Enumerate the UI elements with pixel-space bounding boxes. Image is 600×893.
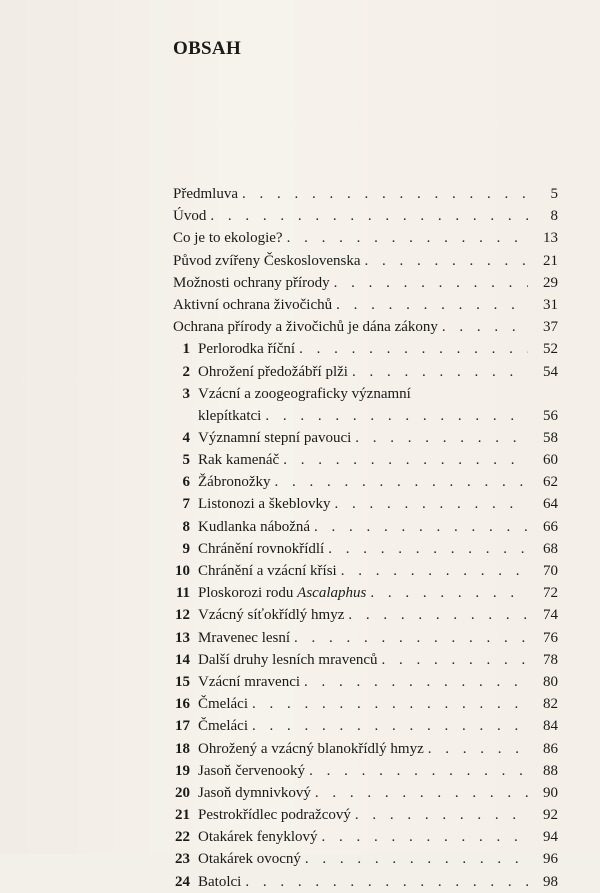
chapter-title — [190, 427, 351, 449]
dot-leader — [341, 560, 528, 582]
toc-entry — [173, 227, 558, 249]
chapter-title-text: Otakárek ovocný — [198, 851, 301, 868]
toc-chapter — [173, 604, 558, 626]
chapter-page: 94 — [543, 829, 558, 846]
chapter-page: 80 — [543, 673, 558, 690]
toc-chapter — [173, 582, 558, 604]
chapter-title — [190, 538, 324, 560]
chapter-title — [190, 560, 337, 582]
chapter-number: 16 — [175, 696, 190, 713]
chapter-title — [190, 848, 301, 870]
chapter-number: 3 — [182, 385, 190, 402]
dot-leader — [305, 848, 528, 870]
chapter-number: 12 — [175, 607, 190, 624]
chapter-title-text: Vzácní mravenci — [198, 673, 301, 690]
dot-leader — [252, 693, 528, 715]
table-of-contents — [173, 183, 558, 893]
toc-entry-title: Původ zvířeny Československa — [173, 252, 361, 269]
dot-leader — [314, 516, 528, 538]
chapter-number: 14 — [175, 651, 190, 668]
chapter-page: 64 — [543, 496, 558, 513]
toc-entry — [173, 272, 558, 294]
toc-entry-page: 8 — [550, 208, 558, 225]
dot-leader — [322, 826, 528, 848]
dot-leader — [428, 738, 528, 760]
chapter-number: 8 — [182, 518, 190, 535]
chapter-page: 70 — [543, 563, 558, 579]
toc-entry-title: Předmluva — [173, 186, 238, 202]
toc-entry-page: 31 — [543, 296, 558, 313]
chapter-title-text: Ohrožení předožábří plži — [198, 363, 348, 380]
chapter-number: 13 — [175, 629, 190, 646]
toc-entry — [173, 183, 558, 205]
chapter-number: 2 — [182, 363, 190, 380]
chapter-title-text: Jasoň dymnivkový — [198, 784, 311, 801]
chapter-page: 96 — [543, 851, 558, 868]
chapter-title-text: Otakárek fenyklový — [198, 829, 318, 846]
chapter-title — [190, 361, 348, 383]
toc-entry — [173, 316, 558, 338]
dot-leader — [382, 649, 528, 671]
dot-leader — [328, 538, 528, 560]
dot-leader — [334, 493, 528, 515]
chapter-number: 7 — [182, 496, 190, 513]
dot-leader — [370, 582, 528, 604]
toc-chapter — [173, 449, 558, 471]
toc-chapter — [173, 715, 558, 737]
chapter-title-text: Kudlanka nábožná — [198, 518, 311, 535]
toc-entry — [173, 294, 558, 316]
chapter-title — [190, 826, 318, 848]
toc-chapter — [173, 826, 558, 848]
dot-leader — [336, 294, 528, 316]
toc-chapter — [173, 383, 558, 405]
chapter-title — [190, 871, 241, 893]
chapter-title-text: Čmeláci — [198, 696, 248, 713]
chapter-title — [190, 693, 248, 715]
chapter-page: 60 — [543, 452, 558, 469]
chapter-title — [190, 649, 378, 671]
chapter-page: 84 — [543, 718, 558, 735]
chapter-page: 76 — [543, 629, 558, 646]
chapter-number: 9 — [182, 540, 190, 557]
toc-chapter — [173, 782, 558, 804]
toc-entry — [173, 250, 558, 272]
dot-leader — [287, 227, 528, 249]
dot-leader — [442, 316, 528, 338]
dot-leader — [304, 671, 528, 693]
toc-chapter — [173, 627, 558, 649]
chapter-number: 1 — [182, 341, 190, 358]
chapter-page: 90 — [543, 784, 558, 801]
toc-chapter — [173, 649, 558, 671]
chapter-number: 19 — [175, 762, 190, 779]
toc-chapter — [173, 361, 558, 383]
toc-chapter — [173, 493, 558, 515]
chapter-page: 68 — [543, 540, 558, 557]
toc-chapter — [173, 671, 558, 693]
chapter-page: 58 — [543, 429, 558, 446]
chapter-page: 92 — [543, 807, 558, 824]
dot-leader — [355, 427, 528, 449]
toc-entry-title: Co je to ekologie? — [173, 230, 283, 247]
chapter-title: Vzácní a zoogeograficky významní — [198, 385, 411, 402]
chapter-title-text: Vzácný síťokřídlý hmyz — [198, 607, 345, 624]
chapter-title-text: Batolci — [198, 873, 242, 890]
page-title: OBSAH — [173, 38, 242, 59]
chapter-number: 20 — [175, 784, 190, 801]
toc-chapter — [173, 738, 558, 760]
toc-chapter — [173, 538, 558, 560]
dot-leader — [309, 760, 528, 782]
toc-chapter — [173, 471, 558, 493]
chapter-title — [190, 738, 424, 760]
toc-entry-page: 21 — [543, 252, 558, 269]
toc-chapter — [173, 760, 558, 782]
chapter-page: 56 — [543, 407, 558, 424]
chapter-title — [190, 782, 311, 804]
chapter-page: 74 — [543, 607, 558, 624]
dot-leader — [352, 361, 528, 383]
chapter-number: 6 — [182, 474, 190, 491]
chapter-title — [190, 449, 279, 471]
chapter-page: 78 — [543, 651, 558, 668]
chapter-title-text: Jasoň červenooký — [198, 762, 306, 779]
chapter-page: 88 — [543, 762, 558, 779]
chapter-number: 17 — [175, 718, 190, 735]
chapter-number: 4 — [182, 429, 190, 446]
dot-leader — [242, 183, 528, 205]
chapter-page: 72 — [543, 585, 558, 602]
chapter-page: 54 — [543, 363, 558, 380]
chapter-title — [190, 715, 248, 737]
toc-chapter — [173, 516, 558, 538]
chapter-page: 52 — [543, 341, 558, 358]
toc-chapter — [173, 560, 558, 582]
chapter-number: 22 — [175, 829, 190, 846]
chapter-title-continued: klepítkatci — [198, 407, 262, 424]
chapter-number: 5 — [182, 452, 190, 469]
chapter-title-text: Perlorodka říční — [198, 341, 296, 358]
toc-entry-page: 37 — [543, 319, 558, 336]
toc-entry — [173, 205, 558, 227]
chapter-title-text: Ploskorozi rodu — [198, 585, 294, 602]
chapter-title-text: Ohrožený a vzácný blanokřídlý hmyz — [198, 740, 424, 757]
toc-chapter — [173, 871, 558, 893]
chapter-title-text: Pestrokřídlec podražcový — [198, 807, 351, 824]
chapter-number: 10 — [175, 563, 190, 579]
chapter-title — [190, 516, 310, 538]
toc-chapter — [173, 693, 558, 715]
dot-leader — [274, 471, 528, 493]
chapter-title — [190, 760, 305, 782]
chapter-page: 66 — [543, 518, 558, 535]
toc-chapter — [173, 427, 558, 449]
dot-leader — [299, 338, 528, 360]
chapter-title — [190, 804, 351, 826]
dot-leader — [355, 804, 528, 826]
chapter-number: 21 — [175, 807, 190, 824]
chapter-title-text: Mravenec lesní — [198, 629, 291, 646]
chapter-title-text: Čmeláci — [198, 718, 248, 735]
toc-chapter — [173, 338, 558, 360]
chapter-title — [190, 338, 295, 360]
chapter-title-text: Významní stepní pavouci — [198, 429, 352, 446]
chapter-title-text: Chránění a vzácní křísi — [198, 563, 337, 579]
toc-entry-title: Úvod — [173, 208, 207, 225]
toc-entry-title: Ochrana přírody a živočichů je dána zákony — [173, 319, 438, 336]
toc-entry-page: 5 — [550, 186, 558, 202]
toc-chapter — [173, 848, 558, 870]
chapter-title-italic: Ascalaphus — [297, 585, 367, 602]
chapter-number: 15 — [175, 673, 190, 690]
chapter-title — [190, 604, 344, 626]
chapter-title — [190, 493, 330, 515]
dot-leader — [315, 782, 528, 804]
chapter-number: 23 — [175, 851, 190, 868]
chapter-title — [190, 671, 300, 693]
toc-entry-page: 29 — [543, 274, 558, 291]
chapter-title-text: Další druhy lesních mravenců — [198, 651, 378, 668]
dot-leader — [294, 627, 528, 649]
dot-leader — [210, 205, 528, 227]
chapter-title — [190, 471, 270, 493]
chapter-title-text: Chránění rovnokřídlí — [198, 540, 325, 557]
chapter-title-text: Žábronožky — [198, 474, 271, 491]
chapter-number: 18 — [175, 740, 190, 757]
chapter-title — [190, 627, 290, 649]
dot-leader — [364, 250, 528, 272]
chapter-title-text: Rak kamenáč — [198, 452, 280, 469]
dot-leader — [348, 604, 528, 626]
chapter-page: 98 — [543, 873, 558, 890]
chapter-number: 24 — [175, 873, 190, 890]
chapter-title — [190, 582, 366, 604]
dot-leader — [283, 449, 528, 471]
chapter-number: 11 — [175, 585, 190, 602]
dot-leader — [252, 715, 528, 737]
toc-chapter-continued — [173, 405, 558, 427]
toc-entry-title: Možnosti ochrany přírody — [173, 274, 330, 291]
dot-leader — [334, 272, 528, 294]
chapter-page: 86 — [543, 740, 558, 757]
toc-chapter — [173, 804, 558, 826]
toc-entry-page: 13 — [543, 230, 558, 247]
dot-leader — [245, 871, 528, 893]
chapter-page: 82 — [543, 696, 558, 713]
dot-leader — [265, 405, 528, 427]
chapter-title-text: Listonozi a škeblovky — [198, 496, 331, 513]
toc-entry-title: Aktivní ochrana živočichů — [173, 296, 333, 313]
chapter-page: 62 — [543, 474, 558, 491]
